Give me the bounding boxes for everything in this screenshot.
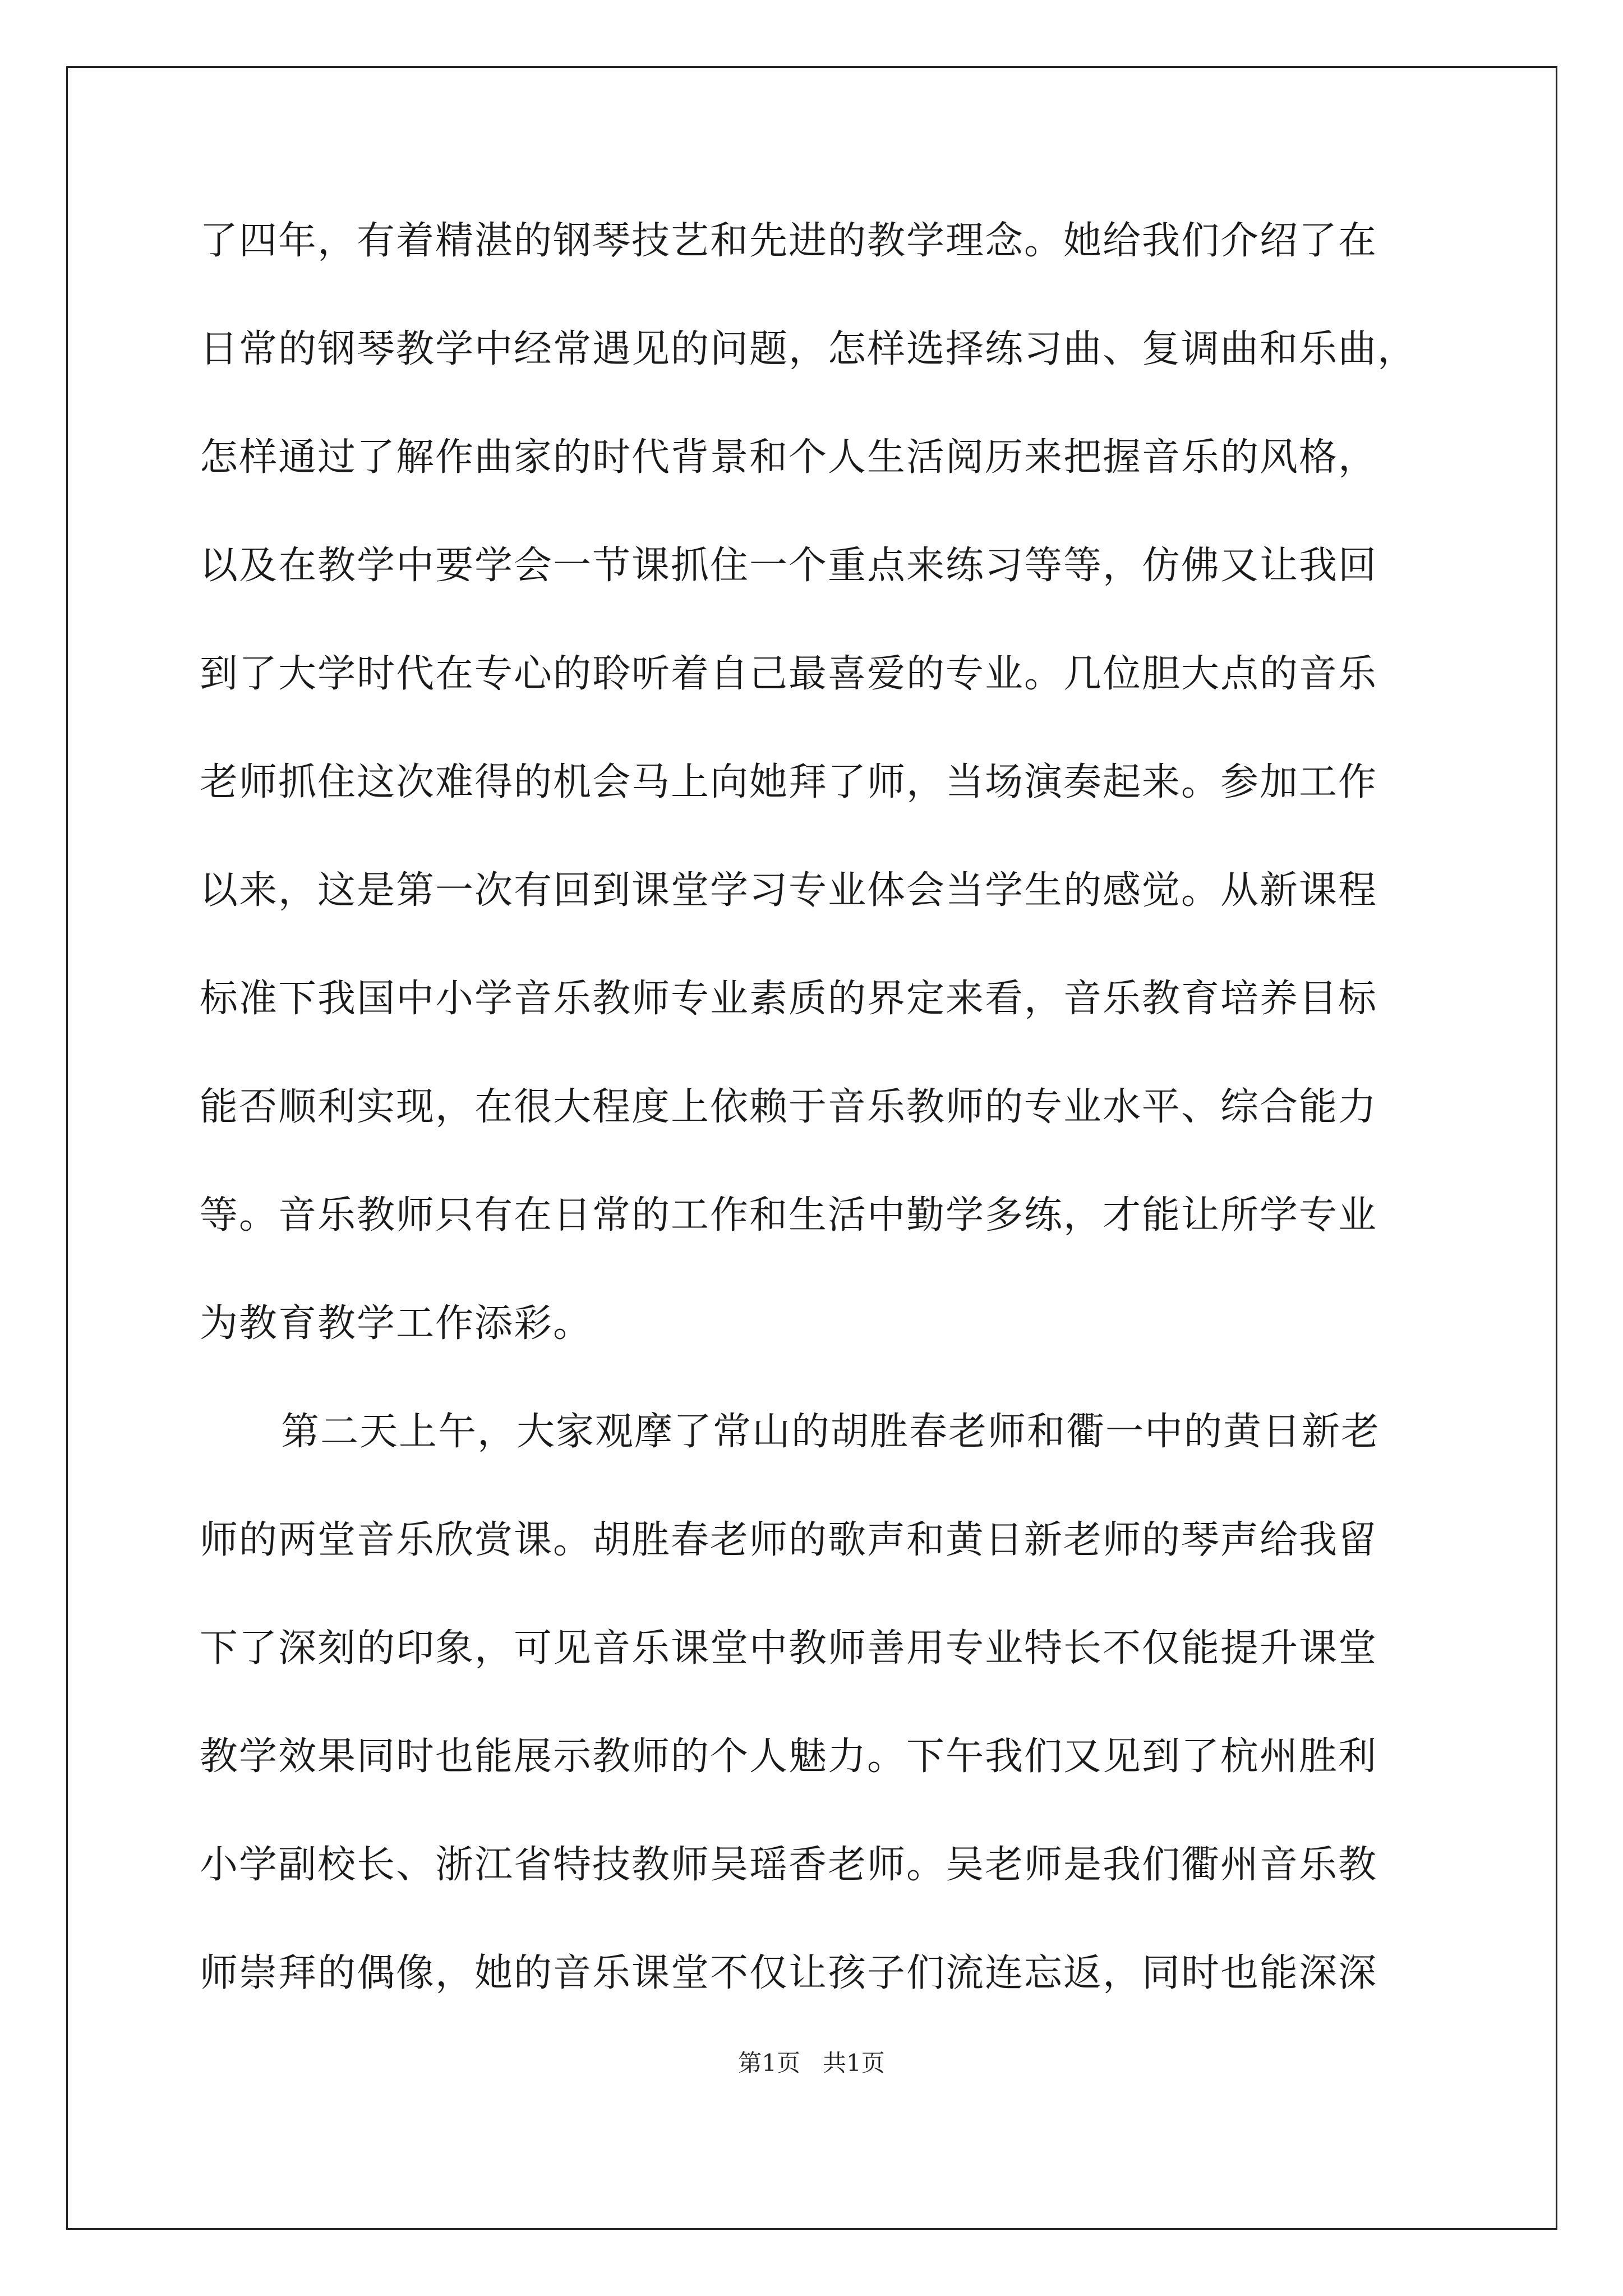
text-line: 师的两堂音乐欣赏课。胡胜春老师的歌声和黄日新老师的琴声给我留 — [200, 1518, 1378, 1562]
text-line: 以来，这是第一次有回到课堂学习专业体会当学生的感觉。从新课程 — [200, 868, 1378, 913]
text-line: 标准下我国中小学音乐教师专业素质的界定来看，音乐教育培养目标 — [200, 977, 1378, 1021]
text-line: 到了大学时代在专心的聆听着自己最喜爱的专业。几位胆大点的音乐 — [200, 652, 1378, 696]
text-line: 了四年，有着精湛的钢琴技艺和先进的教学理念。她给我们介绍了在 — [200, 219, 1378, 263]
text-line: 师崇拜的偶像，她的音乐课堂不仅让孩子们流连忘返，同时也能深深 — [200, 1951, 1378, 1995]
text-line: 能否顺利实现，在很大程度上依赖于音乐教师的专业水平、综合能力 — [200, 1085, 1378, 1129]
text-line: 教学效果同时也能展示教师的个人魅力。下午我们又见到了杭州胜利 — [200, 1734, 1378, 1779]
text-line: 下了深刻的印象，可见音乐课堂中教师善用专业特长不仅能提升课堂 — [200, 1626, 1378, 1671]
text-line: 等。音乐教师只有在日常的工作和生活中勤学多练，才能让所学专业 — [200, 1193, 1378, 1237]
document-body — [200, 216, 1431, 2056]
text-line: 日常的钢琴教学中经常遇见的问题，怎样选择练习曲、复调曲和乐曲， — [200, 327, 1417, 371]
text-line: 小学副校长、浙江省特技教师吴瑶香老师。吴老师是我们衢州音乐教 — [200, 1843, 1378, 1887]
text-line: 为教育教学工作添彩。 — [200, 1301, 593, 1346]
paragraph-start-line: 第二天上午，大家观摩了常山的胡胜春老师和衢一中的黄日新老 — [281, 1410, 1381, 1454]
text-line: 老师抓住这次难得的机会马上向她拜了师，当场演奏起来。参加工作 — [200, 760, 1378, 804]
text-line: 怎样通过了解作曲家的时代背景和个人生活阅历来把握音乐的风格， — [200, 435, 1378, 480]
page-footer: 第1页 共1页 — [738, 2049, 885, 2077]
text-line: 以及在教学中要学会一节课抓住一个重点来练习等等，仿佛又让我回 — [200, 544, 1378, 588]
